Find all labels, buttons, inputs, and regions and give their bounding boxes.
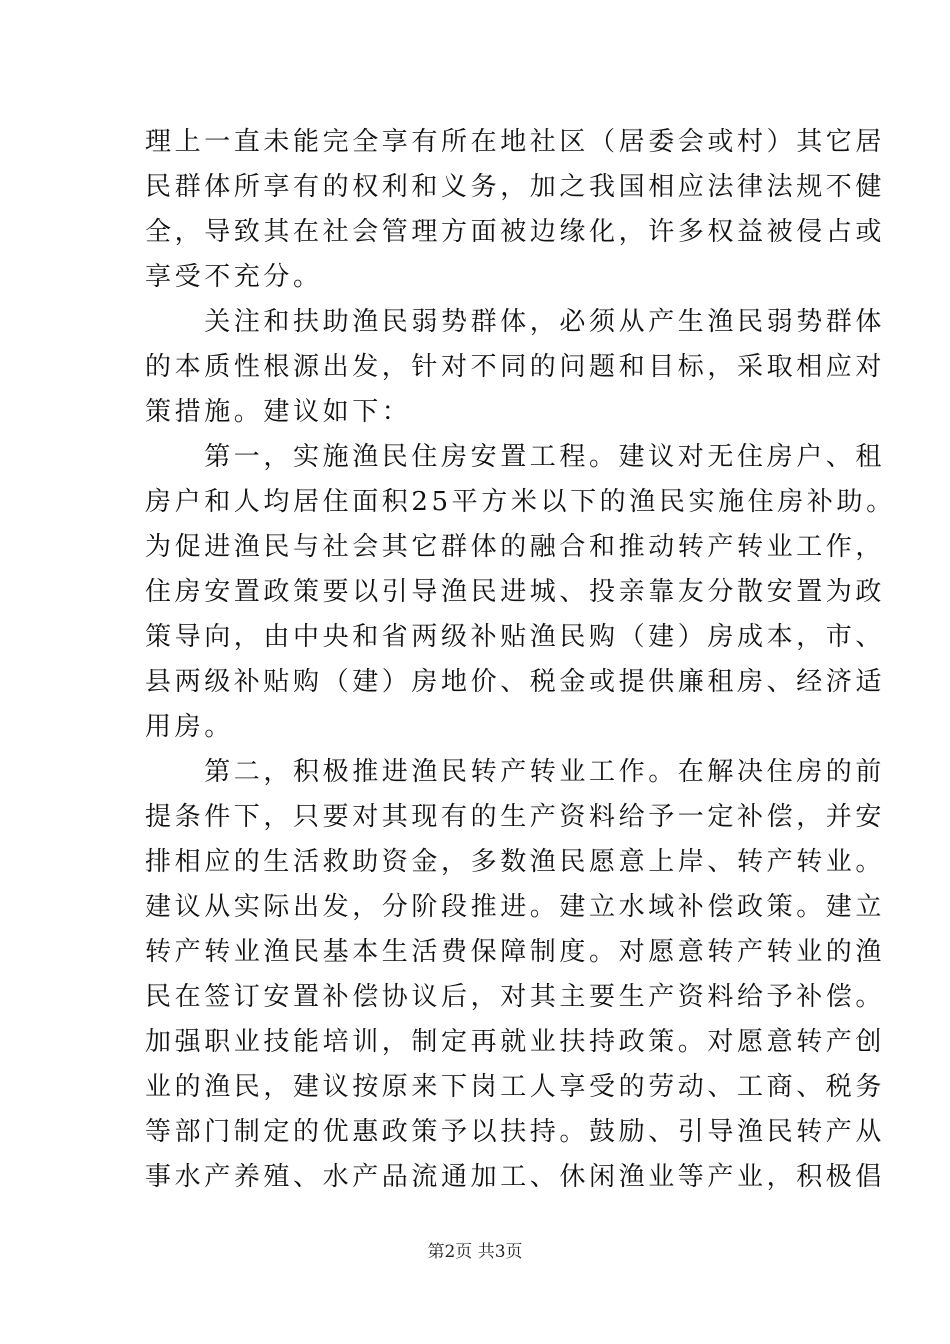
text-line: 民群体所享有的权利和义务，加之我国相应法律法规不健: [145, 172, 886, 202]
text-line: 事水产养殖、水产品流通加工、休闲渔业等产业，积极倡: [145, 1162, 886, 1192]
text-line: 提条件下，只要对其现有的生产资料给予一定补偿，并安: [145, 802, 886, 832]
text-line: 加强职业技能培训，制定再就业扶持政策。对愿意转产创: [145, 1027, 886, 1057]
text-line: 住房安置政策要以引导渔民进城、投亲靠友分散安置为政: [145, 577, 886, 607]
text-line: 策措施。建议如下：: [145, 397, 412, 427]
text-line: 全，导致其在社会管理方面被边缘化，许多权益被侵占或: [145, 217, 886, 247]
text-line: 第一，实施渔民住房安置工程。建议对无住房户、租: [145, 442, 886, 472]
text-line: 关注和扶助渔民弱势群体，必须从产生渔民弱势群体: [145, 307, 886, 337]
text-line: 享受不充分。: [145, 262, 323, 292]
text-line: 策导向，由中央和省两级补贴渔民购（建）房成本，市、: [145, 622, 886, 652]
text-line: 排相应的生活救助资金，多数渔民愿意上岸、转产转业。: [145, 847, 886, 877]
text-line: 为促进渔民与社会其它群体的融合和推动转产转业工作，: [145, 532, 886, 562]
text-line: 用房。: [145, 712, 234, 742]
text-line: 转产转业渔民基本生活费保障制度。对愿意转产转业的渔: [145, 937, 886, 967]
text-line: 第二，积极推进渔民转产转业工作。在解决住房的前: [145, 757, 886, 787]
text-line: 业的渔民，建议按原来下岗工人享受的劳动、工商、税务: [145, 1072, 886, 1102]
text-line: 房户和人均居住面积25平方米以下的渔民实施住房补助。: [145, 487, 896, 517]
text-line: 建议从实际出发，分阶段推进。建立水域补偿政策。建立: [145, 892, 886, 922]
text-line: 县两级补贴购（建）房地价、税金或提供廉租房、经济适: [145, 667, 886, 697]
text-line: 等部门制定的优惠政策予以扶持。鼓励、引导渔民转产从: [145, 1117, 886, 1147]
text-line: 民在签订安置补偿协议后，对其主要生产资料给予补偿。: [145, 982, 886, 1012]
text-line: 理上一直未能完全享有所在地社区（居委会或村）其它居: [145, 127, 886, 157]
page-number-footer: 第2页 共3页: [427, 1242, 523, 1262]
text-line: 的本质性根源出发，针对不同的问题和目标，采取相应对: [145, 352, 886, 382]
